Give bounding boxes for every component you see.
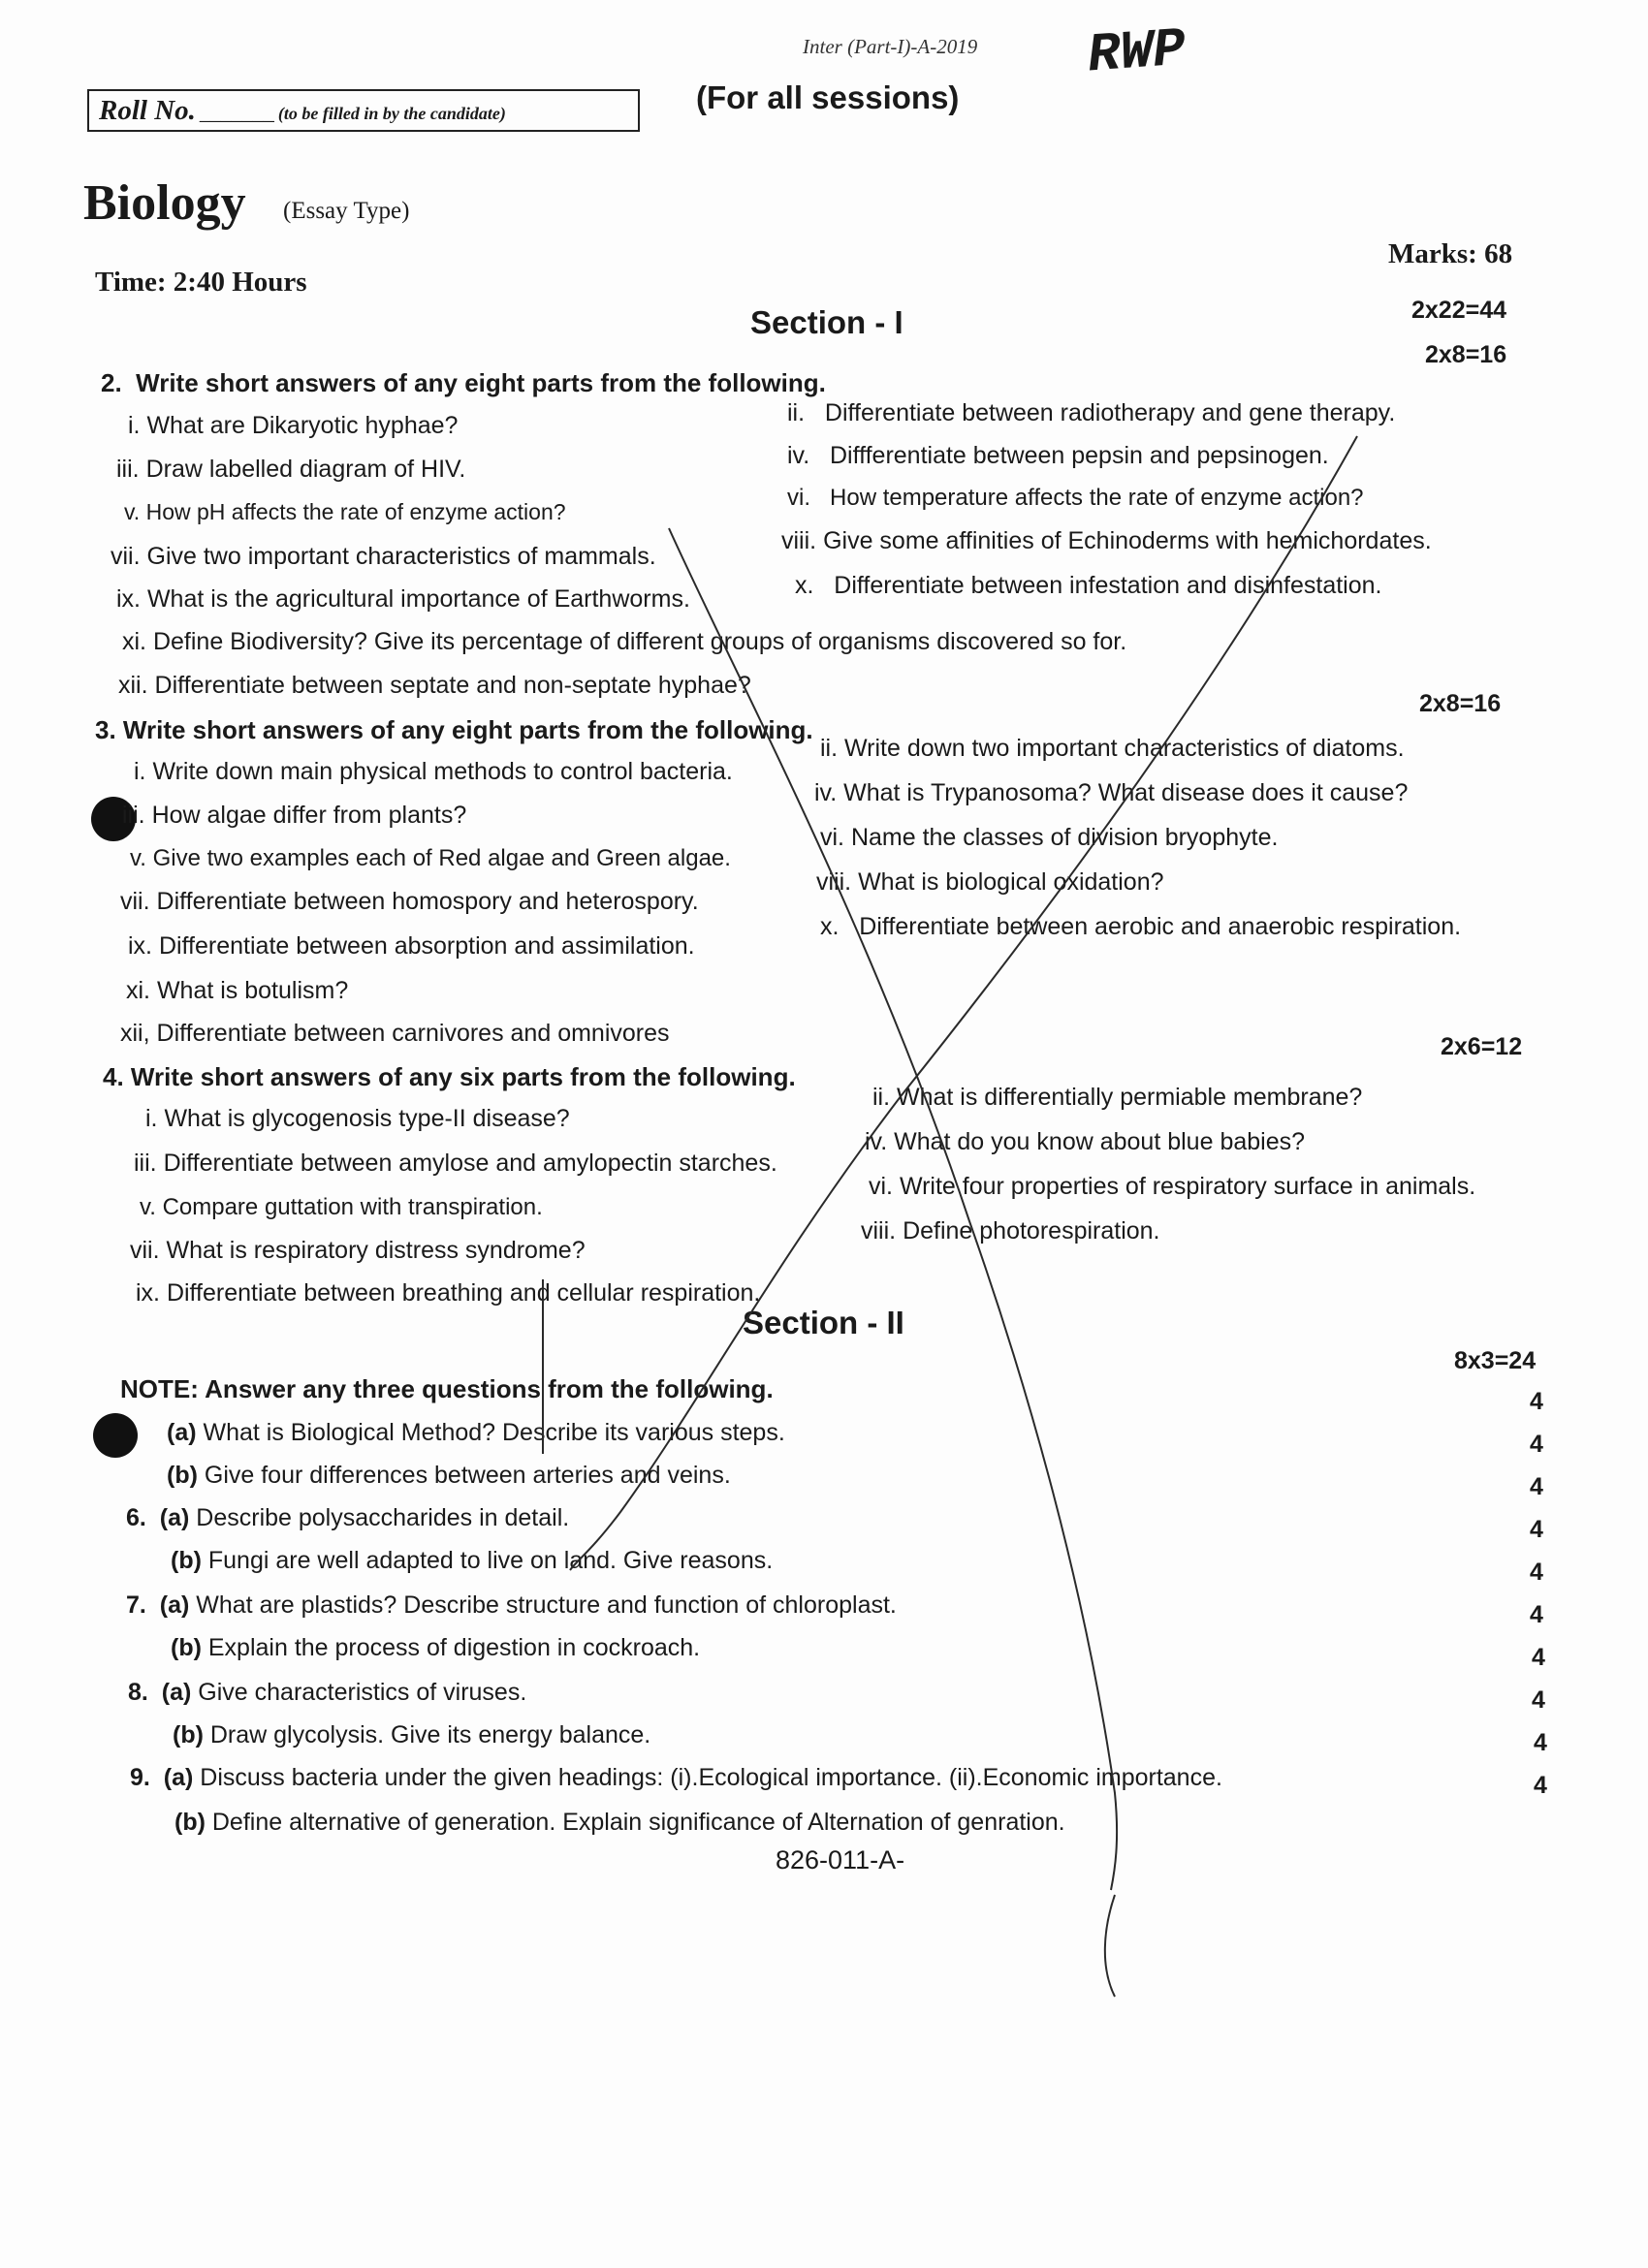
- q9-part-a: 9. (a) Discuss bacteria under the given headings: (i).Ecological importance. (ii).Economic importance.: [130, 1764, 1222, 1791]
- q3-part: vii. Differentiate between homospory and heterospory.: [120, 888, 699, 915]
- q9b-marks: 4: [1534, 1772, 1547, 1799]
- q3-part: ix. Differentiate between absorption and assimilation.: [128, 932, 695, 960]
- q4-number: 4.: [103, 1062, 124, 1091]
- q7a-marks: 4: [1530, 1559, 1543, 1586]
- q8-part-a: 8. (a) Give characteristics of viruses.: [128, 1679, 527, 1706]
- q4-marks: 2x6=12: [1441, 1033, 1523, 1060]
- q4-part: i. What is glycogenosis type-II disease?: [145, 1105, 570, 1132]
- note-text: Answer any three questions from the following.: [205, 1374, 774, 1403]
- q4-part: iii. Differentiate between amylose and amylopectin starches.: [134, 1150, 777, 1177]
- q3-part: iv. What is Trypanosoma? What disease does it cause?: [814, 779, 1409, 806]
- q4-title: Write short answers of any six parts from the following.: [130, 1062, 796, 1091]
- q3-part: xii, Differentiate between carnivores and omnivores: [120, 1020, 670, 1047]
- q2-part: iv. Diffferentiate between pepsin and pepsinogen.: [787, 442, 1329, 469]
- q4-part: v. Compare guttation with transpiration.: [140, 1194, 543, 1220]
- q6-part-a: 6. (a) Describe polysaccharides in detail.: [126, 1504, 570, 1531]
- q5-part-a: (a) What is Biological Method? Describe its various steps.: [167, 1419, 785, 1446]
- q9-part-b: (b) Define alternative of generation. Explain significance of Alternation of genration.: [174, 1809, 1065, 1836]
- board-mark: RWP: [1085, 17, 1188, 87]
- q4-part: ix. Differentiate between breathing and cellular respiration.: [136, 1279, 761, 1307]
- q6-part-b: (b) Fungi are well adapted to live on land. Give reasons.: [171, 1547, 774, 1574]
- q3-part: ii. Write down two important characteristics of diatoms.: [820, 735, 1405, 762]
- q2-part: iii. Draw labelled diagram of HIV.: [116, 456, 466, 483]
- q3-part: vi. Name the classes of division bryophyte.: [820, 824, 1279, 851]
- q3-part: xi. What is botulism?: [126, 977, 349, 1004]
- q2-number: 2.: [101, 368, 122, 397]
- q4-part: ii. What is differentially permiable membrane?: [872, 1084, 1363, 1111]
- q9a-marks: 4: [1534, 1729, 1547, 1756]
- q3-number: 3.: [95, 715, 116, 744]
- q2-title: Write short answers of any eight parts from the following.: [136, 368, 826, 397]
- roll-no-hint: (to be filled in by the candidate): [277, 104, 506, 123]
- q8-part-b: (b) Draw glycolysis. Give its energy balance.: [173, 1721, 651, 1748]
- q2-part: xii. Differentiate between septate and non-septate hyphae?: [118, 672, 751, 699]
- q2-part: i. What are Dikaryotic hyphae?: [128, 412, 459, 439]
- total-marks: Marks: 68: [1388, 238, 1513, 269]
- q3-title: Write short answers of any eight parts from the following.: [122, 715, 813, 744]
- paper-footer-code: 826-011-A-: [776, 1845, 905, 1874]
- q2-part: viii. Give some affinities of Echinoderms with hemichordates.: [781, 527, 1432, 554]
- q2-marks: 2x8=16: [1425, 341, 1507, 368]
- q3-part: i. Write down main physical methods to control bacteria.: [134, 758, 733, 785]
- q3-part: viii. What is biological oxidation?: [816, 868, 1164, 896]
- q7-part-b: (b) Explain the process of digestion in cockroach.: [171, 1634, 701, 1661]
- subject-title: Biology: [83, 175, 246, 231]
- q8b-marks: 4: [1532, 1686, 1545, 1714]
- roll-no-blank: _______: [199, 100, 274, 124]
- section-2-title: Section - II: [743, 1305, 904, 1340]
- q2-part: xi. Define Biodiversity? Give its percentage of different groups of organisms discovered so for.: [122, 628, 1127, 655]
- paper-type: (Essay Type): [283, 198, 410, 224]
- section-2-marks: 8x3=24: [1454, 1347, 1537, 1374]
- q2-part: v. How pH affects the rate of enzyme action?: [124, 499, 566, 524]
- q4-part: vi. Write four properties of respiratory surface in animals.: [869, 1173, 1476, 1200]
- q3-marks: 2x8=16: [1419, 690, 1502, 717]
- q2-part: vii. Give two important characteristics of mammals.: [111, 543, 656, 570]
- q2-part: x. Differentiate between infestation and disinfestation.: [795, 572, 1382, 599]
- q2-part: ix. What is the agricultural importance of Earthworms.: [116, 585, 690, 613]
- q2-part: vi. How temperature affects the rate of enzyme action?: [787, 485, 1364, 511]
- q6a-marks: 4: [1530, 1473, 1543, 1500]
- q5b-marks: 4: [1530, 1431, 1543, 1458]
- q3-part: x. Differentiate between aerobic and anaerobic respiration.: [820, 913, 1462, 940]
- q7-part-a: 7. (a) What are plastids? Describe structure and function of chloroplast.: [126, 1591, 897, 1619]
- q8a-marks: 4: [1532, 1644, 1545, 1671]
- sessions-label: (For all sessions): [696, 79, 960, 115]
- q3-part: v. Give two examples each of Red algae and Green algae.: [130, 845, 731, 871]
- section-1-marks: 2x22=44: [1411, 297, 1507, 324]
- q4-part: viii. Define photorespiration.: [861, 1217, 1160, 1244]
- q4-part: iv. What do you know about blue babies?: [865, 1128, 1306, 1155]
- q5-part-b: (b) Give four differences between arteries and veins.: [167, 1462, 731, 1489]
- time-allowed: Time: 2:40 Hours: [95, 267, 307, 298]
- q4-part: vii. What is respiratory distress syndrome?: [130, 1237, 586, 1264]
- section-1-title: Section - I: [750, 304, 903, 340]
- q5a-marks: 4: [1530, 1388, 1543, 1415]
- q3-part: iii. How algae differ from plants?: [122, 802, 467, 829]
- q7b-marks: 4: [1530, 1601, 1543, 1628]
- paper-code: Inter (Part-I)-A-2019: [803, 35, 978, 58]
- q6b-marks: 4: [1530, 1516, 1543, 1543]
- roll-no-label: Roll No.: [99, 95, 196, 126]
- note-label: NOTE:: [120, 1374, 199, 1403]
- q2-part: ii. Differentiate between radiotherapy and gene therapy.: [787, 399, 1396, 426]
